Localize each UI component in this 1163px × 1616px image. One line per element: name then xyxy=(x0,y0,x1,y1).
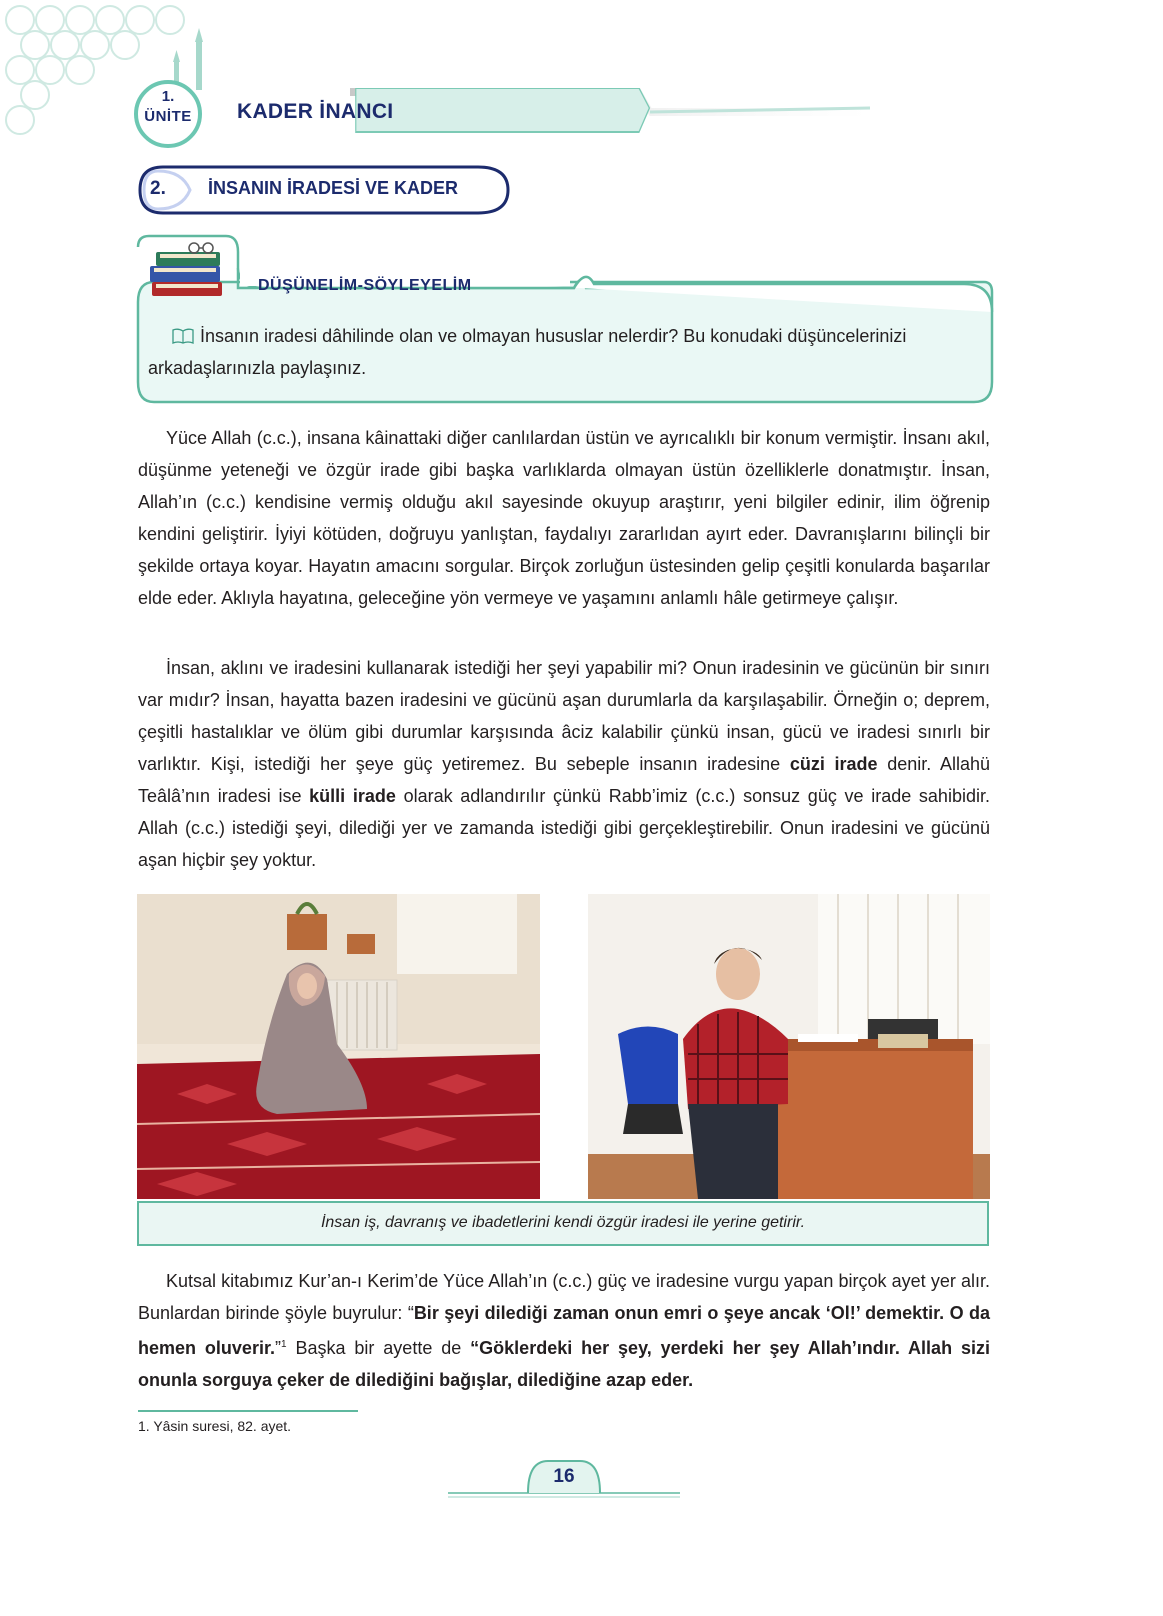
p1-text: Yüce Allah (c.c.), insana kâinattaki diğer canlılardan üstün ve ayrıcalıklı bir konum vermiştir. İnsanı akıl, düşünme yeteneği ve özgür irade gibi başka varlıklarda olmayan üstün özelliklerle donatmıştır. İnsan, Allah’ın (c.c.) kendisine vermiş olduğu akıl sayesinde okuyup araştırır, yeni bilgiler edinir, ilim öğrenip kendini geliştirir. İyiyi kötüden, doğruyu yanlıştan, faydalıyı zararlıdan ayırt eder. Davranışlarını bilinçli bir şekilde ortaya koyar. Hayatın amacını sorgular. Birçok zorluğun üstesinden gelip çeşitli konularda başarılar elde eder. Aklıyla hayatına, geleceğine yön vermeye ve yaşamını anlamlı hâle getirmeye çalışır. xyxy=(138,428,990,608)
p2-text-a: İnsan, aklını ve iradesini kullanarak istediği her şeyi yapabilir mi? Onun iradesinin ve gücünün bir sınırı var mıdır? İnsan, hayatta bazen iradesini ve gücünü aşan durumlarla da karşılaşabilir. Örneğin o; deprem, çeşitli hastalıklar ve ölüm gibi durumlar karşısında âciz kalabilir çünkü insan, gücü ve iradesi sınırlı bir varlıktır. Kişi, istediği her şeye güç yetiremez. Bu sebeple insanın iradesine xyxy=(138,658,990,774)
unit-title: KADER İNANCI xyxy=(237,100,394,123)
unit-badge xyxy=(134,80,202,148)
section-title: İNSANIN İRADESİ VE KADER xyxy=(208,178,459,198)
body-paragraph-1 xyxy=(138,422,990,614)
p2-text-c: denir. Allahü Teâlâ’nın iradesi ise xyxy=(138,754,990,806)
footnote-text: 1. Yâsin suresi, 82. ayet. xyxy=(138,1418,292,1434)
p3-bold-verse-1: Bir şeyi dilediği zaman onun emri o şeye ancak ‘Ol!’ demektir. O da hemen oluverir. xyxy=(138,1303,990,1358)
p3-text-d: Başka bir ayette de xyxy=(286,1338,471,1358)
p3-text-a: Kutsal kitabımız Kur’an-ı Kerim’de Yüce Allah’ın (c.c.) güç ve iradesine vurgu yapan birçok ayet yer alır. Bunlardan birinde şöyle buyrulur: “ xyxy=(138,1271,990,1323)
p2-bold-cuzi: cüzi irade xyxy=(789,754,878,774)
p2-text-d: olarak adlandırılır çünkü Rabb’imiz (c.c.) sonsuz güç ve irade sahibidir. Allah (c.c.) istediği şeyi, dilediği yer ve zamanda istediği gibi gerçekleştirebilir. Onun iradesini ve gücünü aşan hiçbir şey yoktur. xyxy=(138,786,990,870)
p3-bold-verse-2: “Göklerdeki her şey, yerdeki her şey Allah’ındır. Allah sizi onunla sorguya çeker de dilediğini bağışlar, dilediğine azap eder. xyxy=(138,1338,990,1390)
figure-photos xyxy=(137,894,990,1248)
footnote-ref: 1 xyxy=(280,1339,287,1350)
photo-woman-praying xyxy=(137,894,540,1199)
unit-number: 1. xyxy=(161,88,175,105)
body-paragraph-3 xyxy=(138,1265,990,1396)
p2-bold-kulli: külli irade xyxy=(309,786,396,806)
figure-caption: İnsan iş, davranış ve ibadetlerini kendi özgür iradesi ile yerine getirir. xyxy=(137,1201,989,1246)
photo-student-studying xyxy=(588,894,990,1199)
footnote-divider xyxy=(138,1410,358,1412)
think-box-question: İnsanın iradesi dâhilinde olan ve olmayan hususlar nelerdir? Bu konudaki düşüncelerinizi arkadaşlarınızla paylaşınız. xyxy=(148,326,907,378)
think-box-text xyxy=(148,320,984,384)
unit-word: ÜNİTE xyxy=(144,108,192,125)
page-number: 16 xyxy=(553,1466,575,1487)
think-box-label: DÜŞÜNELİM-SÖYLEYELİM xyxy=(258,277,472,294)
p3-text-c: ” xyxy=(274,1338,281,1358)
section-number: 2. xyxy=(150,178,166,199)
books-icon xyxy=(146,238,228,308)
open-book-icon xyxy=(172,328,194,344)
body-paragraph-2 xyxy=(138,652,990,876)
